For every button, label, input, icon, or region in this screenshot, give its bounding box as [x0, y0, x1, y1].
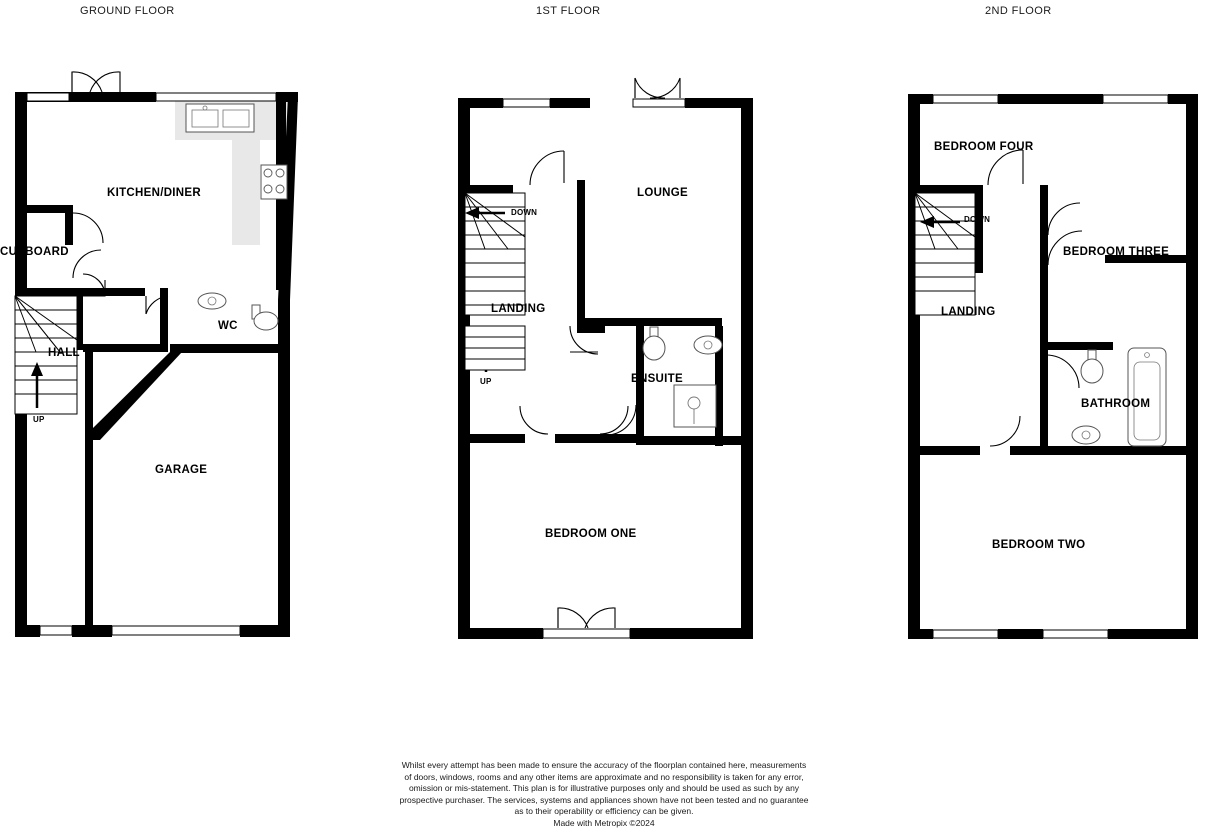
ensuite-basin-fixture — [694, 336, 722, 354]
room-label-landing-second: LANDING — [941, 306, 996, 318]
room-label-kitchen-diner: KITCHEN/DINER — [107, 187, 201, 199]
wc-basin-fixture — [198, 293, 226, 309]
floor-title-ground: GROUND FLOOR — [80, 5, 175, 17]
disclaimer-line-2: of doors, windows, rooms and any other items are approximate and no responsibility is taken for any error, — [0, 772, 1208, 784]
ground-floor-drawing — [0, 0, 340, 680]
metropix-credit: Made with Metropix ©2024 — [0, 818, 1208, 829]
disclaimer-line-4: prospective purchaser. The services, systems and appliances shown have not been tested and no guarantee — [0, 795, 1208, 807]
room-label-wc: WC — [218, 320, 238, 332]
floor-title-first: 1ST FLOOR — [536, 5, 601, 17]
stair-label-up-first: UP — [480, 377, 492, 386]
first-floor-plan — [440, 0, 780, 680]
stair-label-up-ground: UP — [33, 415, 45, 424]
hob-fixture — [261, 165, 287, 199]
room-label-bedroom-two: BEDROOM TWO — [992, 539, 1085, 551]
ensuite-toilet-fixture — [643, 327, 665, 360]
room-label-landing-first: LANDING — [491, 303, 546, 315]
room-label-bedroom-four: BEDROOM FOUR — [934, 141, 1033, 153]
kitchen-sink-fixture — [186, 104, 254, 132]
bathroom-bath-fixture — [1128, 348, 1166, 446]
ensuite-shower-fixture — [674, 385, 716, 427]
wc-toilet-fixture — [252, 305, 278, 330]
disclaimer-line-3: omission or mis-statement. This plan is for illustrative purposes only and should be used as such by any — [0, 783, 1208, 795]
second-floor-drawing — [890, 0, 1208, 680]
disclaimer — [0, 760, 1208, 829]
ground-floor-plan — [0, 0, 340, 680]
first-floor-drawing — [440, 0, 780, 680]
room-label-cupboard: CUPBOARD — [0, 246, 69, 258]
room-label-garage: GARAGE — [155, 464, 207, 476]
room-label-bathroom: BATHROOM — [1081, 398, 1150, 410]
disclaimer-line-5: as to their operability or efficiency can be given. — [0, 806, 1208, 818]
room-label-bedroom-three: BEDROOM THREE — [1063, 246, 1169, 258]
disclaimer-line-1: Whilst every attempt has been made to ensure the accuracy of the floorplan contained here, measurements — [0, 760, 1208, 772]
bathroom-basin-fixture — [1072, 426, 1100, 444]
room-label-lounge: LOUNGE — [637, 187, 688, 199]
second-floor-plan — [890, 0, 1208, 680]
room-label-hall: HALL — [48, 347, 80, 359]
floor-title-second: 2ND FLOOR — [985, 5, 1052, 17]
second-staircase — [915, 193, 975, 315]
bathroom-toilet-fixture — [1081, 350, 1103, 383]
room-label-ensuite: ENSUITE — [631, 373, 683, 385]
stair-label-down-first: DOWN — [511, 208, 537, 217]
room-label-bedroom-one: BEDROOM ONE — [545, 528, 636, 540]
stair-label-down-second: DOWN — [964, 215, 990, 224]
